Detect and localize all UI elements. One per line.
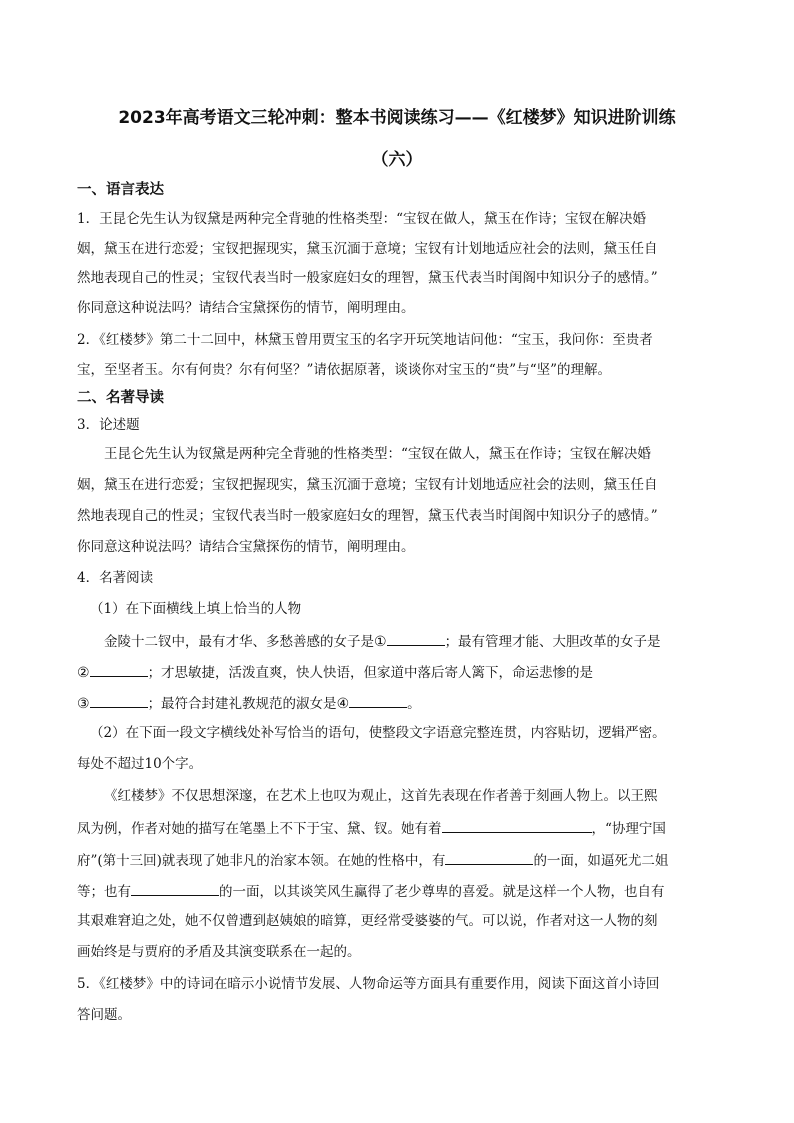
passage-line-5: 其艰难窘迫之处，她不仅曾遭到赵姨娘的暗算，更经常受婆婆的气。可以说，作者对这一人物的刻 (77, 913, 658, 929)
passage-line-2 (77, 817, 666, 839)
fill-text: ；才思敏捷，活泼直爽，快人快语，但家道中落后寄人篱下，命运悲惨的是 (147, 665, 594, 681)
blank-marker-2: ② (77, 665, 90, 681)
question-1-line-2: 姻，黛玉在进行恋爱；宝钗把握现实，黛玉沉湎于意境；宝钗有计划地适应社会的法则，黛玉任自 (77, 241, 658, 257)
question-3-line-2: 姻，黛玉在进行恋爱；宝钗把握现实，黛玉沉湎于意境；宝钗有计划地适应社会的法则，黛玉任自 (77, 477, 658, 493)
question-4-fill-line-1 (104, 630, 661, 652)
answer-blank-3[interactable] (90, 692, 148, 708)
question-5-line-2: 答问题。 (77, 1007, 131, 1023)
question-2-line-2: 宝，至坚者玉。尔有何贵？尔有何坚？”请依据原著，谈谈你对宝玉的“贵”与“坚”的理解。 (77, 362, 612, 378)
passage-line-6: 画始终是与贾府的矛盾及其演变联系在一起的。 (77, 944, 361, 960)
question-4-sub-2: （2）在下面一段文字横线处补写恰当的语句，使整段文字语意完整连贯，内容贴切，逻辑严密。 (90, 725, 666, 741)
passage-blank-3[interactable] (131, 880, 219, 896)
question-4-sub-1: （1）在下面横线上填上恰当的人物 (90, 601, 302, 617)
blank-marker-3: ③ (77, 696, 90, 712)
answer-blank-2[interactable] (90, 661, 148, 677)
passage-text: 的一面，如逼死尤二姐 (533, 853, 669, 869)
question-3-line-3: 然地表现自己的性灵；宝钗代表当时一般家庭妇女的理智，黛玉代表当时闺阁中知识分子的感情。” (77, 508, 658, 524)
passage-blank-1[interactable] (442, 817, 592, 833)
question-3-line-1: 王昆仑先生认为钗黛是两种完全背驰的性格类型：“宝钗在做人，黛玉在作诗；宝钗在解决婚 (104, 446, 651, 462)
passage-text: 府”(第十三回)就表现了她非凡的治家本领。在她的性格中，有 (77, 853, 446, 869)
blank-marker-4: ④ (336, 696, 350, 712)
passage-text: 凤为例，作者对她的描写在笔墨上不下于宝、黛、钗。她有着 (77, 821, 442, 837)
document-title: 2023年高考语文三轮冲刺：整本书阅读练习——《红楼梦》知识进阶训练 (118, 108, 676, 128)
fill-text: ；最有管理才能、大胆改革的女子是 (444, 634, 661, 650)
passage-line-4 (77, 880, 665, 902)
question-4-sub-2-note: 每处不超过10个字。 (77, 756, 203, 772)
section-heading-language: 一、语言表达 (77, 182, 164, 198)
question-5-line-1: 5．《红楼梦》中的诗词在暗示小说情节发展、人物命运等方面具有重要作用，阅读下面这首小诗回 (77, 976, 660, 992)
question-4-label: 4．名著阅读 (77, 570, 154, 586)
question-1-line-4: 你同意这种说法吗？请结合宝黛探伤的情节，阐明理由。 (77, 300, 415, 316)
passage-text: 等；也有 (77, 884, 131, 900)
document-subtitle: （六） (371, 150, 423, 170)
passage-text: ，“协理宁国 (591, 821, 666, 837)
question-4-fill-line-2 (77, 661, 593, 683)
passage-text: 的一面，以其谈笑风生赢得了老少尊卑的喜爱。就是这样一个人物，也自有 (219, 884, 665, 900)
answer-blank-1[interactable] (387, 630, 445, 646)
fill-text: 金陵十二钗中，最有才华、多愁善感的女子是 (104, 634, 374, 650)
question-3-label: 3．论述题 (77, 417, 140, 433)
passage-line-3 (77, 849, 668, 871)
question-2-line-1: 2．《红楼梦》第二十二回中，林黛玉曾用贾宝玉的名字开玩笑地诘问他：“宝玉，我问你：至贵者 (77, 332, 653, 348)
blank-marker-1: ① (374, 634, 387, 650)
fill-text: 。 (407, 696, 421, 712)
question-1-line-3: 然地表现自己的性灵；宝钗代表当时一般家庭妇女的理智，黛玉代表当时闺阁中知识分子的感情。” (77, 270, 658, 286)
question-4-fill-line-3 (77, 692, 421, 714)
fill-text: ；最符合封建礼教规范的淑女是 (147, 696, 337, 712)
question-3-line-4: 你同意这种说法吗？请结合宝黛探伤的情节，阐明理由。 (77, 539, 415, 555)
section-heading-classics: 二、名著导读 (77, 390, 164, 406)
passage-line-1: 《红楼梦》不仅思想深邃，在艺术上也叹为观止，这首先表现在作者善于刻画人物上。以王熙 (104, 788, 658, 804)
passage-blank-2[interactable] (445, 849, 533, 865)
answer-blank-4[interactable] (349, 692, 407, 708)
question-1-line-1: 1．王昆仑先生认为钗黛是两种完全背驰的性格类型：“宝钗在做人，黛玉在作诗；宝钗在解决婚 (77, 211, 646, 227)
